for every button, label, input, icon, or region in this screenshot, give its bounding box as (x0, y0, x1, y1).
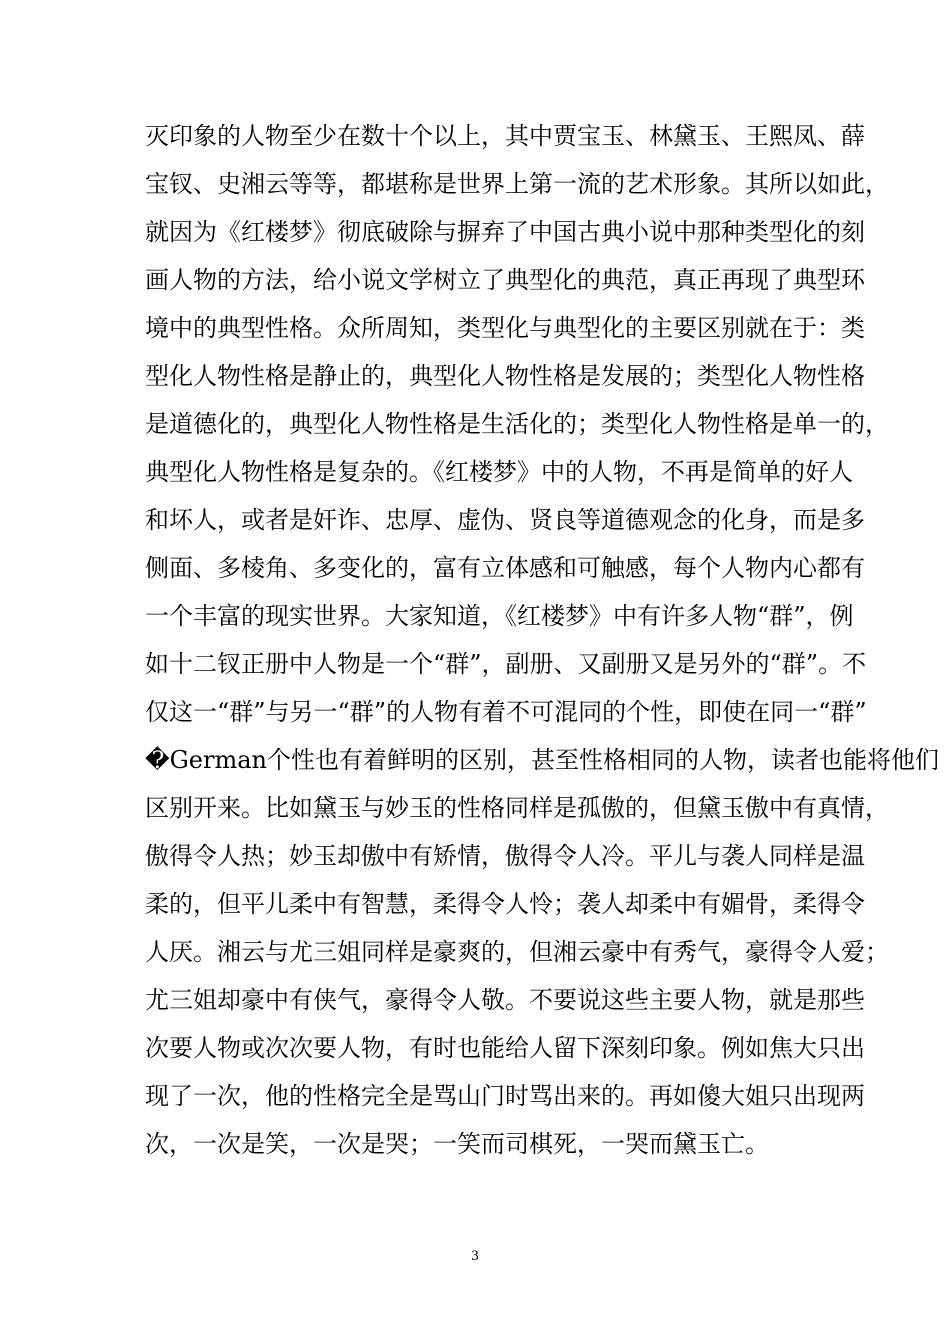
page-number: 3 (471, 1248, 479, 1264)
text-line-12: 如十二钗正册中人物是一个“群”，副册、又副册又是另外的“群”。不 (145, 650, 867, 678)
text-line-18: 人厌。湘云与尤三姐同样是豪爽的，但湘云豪中有秀气，豪得令人爱； (145, 938, 889, 966)
text-line-8: 典型化人物性格是复杂的。《红楼梦》中的人物，不再是简单的好人 (145, 458, 853, 486)
text-line-1: 灭印象的人物至少在数十个以上，其中贾宝玉、林黛玉、王熙凤、薛 (145, 122, 865, 150)
text-line-19: 尤三姐却豪中有侠气，豪得令人敬。不要说这些主要人物，就是那些 (145, 986, 865, 1014)
body-text (145, 112, 939, 1168)
text-line-15: 区别开来。比如黛玉与妙玉的性格同样是孤傲的，但黛玉傲中有真情， (145, 794, 889, 822)
text-line-17: 柔的，但平儿柔中有智慧，柔得令人怜；袭人却柔中有媚骨，柔得令 (145, 890, 865, 918)
text-line-22: 次，一次是笑，一次是哭；一笑而司棋死，一哭而黛玉亡。 (145, 1130, 769, 1158)
text-line-16: 傲得令人热；妙玉却傲中有矫情，傲得令人冷。平儿与袭人同样是温 (145, 842, 865, 870)
text-line-9: 和坏人，或者是奸诈、忠厚、虚伪、贤良等道德观念的化身，而是多 (145, 506, 865, 534)
text-line-7: 是道德化的，典型化人物性格是生活化的；类型化人物性格是单一的， (145, 410, 889, 438)
text-line-14: �German个性也有着鲜明的区别，甚至性格相同的人物，读者也能将他们 (145, 746, 939, 774)
text-line-11: 一个丰富的现实世界。大家知道，《红楼梦》中有许多人物“群”，例 (145, 602, 854, 630)
text-line-4: 画人物的方法，给小说文学树立了典型化的典范，真正再现了典型环 (145, 266, 865, 294)
text-line-21: 现了一次，他的性格完全是骂山门时骂出来的。再如傻大姐只出现两 (145, 1082, 865, 1110)
text-line-20: 次要人物或次次要人物，有时也能给人留下深刻印象。例如焦大只出 (145, 1034, 865, 1062)
text-line-10: 侧面、多棱角、多变化的，富有立体感和可触感，每个人物内心都有 (145, 554, 865, 582)
text-line-6: 型化人物性格是静止的，典型化人物性格是发展的；类型化人物性格 (145, 362, 865, 390)
text-line-3: 就因为《红楼梦》彻底破除与摒弃了中国古典小说中那种类型化的刻 (145, 218, 865, 246)
text-line-13: 仅这一“群”与另一“群”的人物有着不可混同的个性，即使在同一“群” (145, 698, 867, 726)
text-line-2: 宝钗、史湘云等等，都堪称是世界上第一流的艺术形象。其所以如此， (145, 170, 889, 198)
text-line-5: 境中的典型性格。众所周知，类型化与典型化的主要区别就在于：类 (145, 314, 865, 342)
